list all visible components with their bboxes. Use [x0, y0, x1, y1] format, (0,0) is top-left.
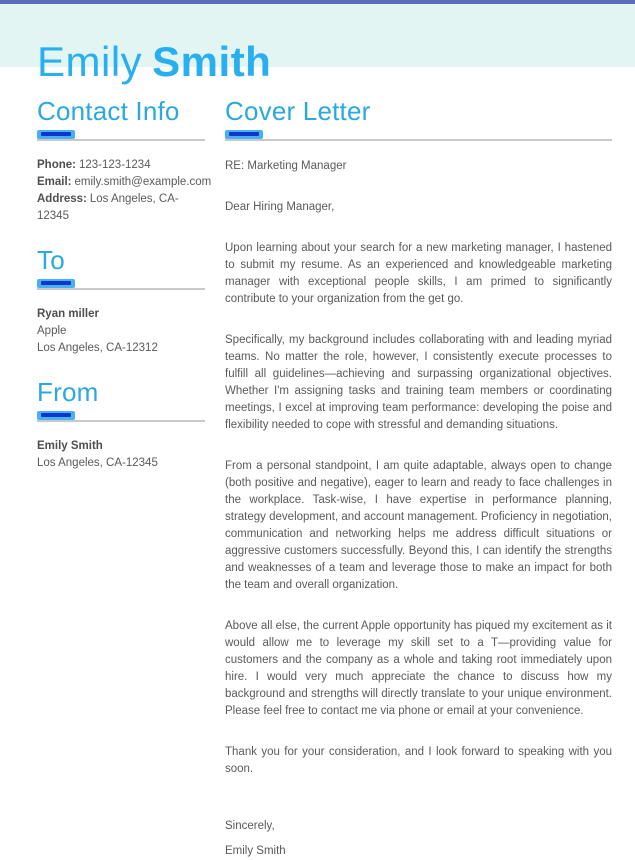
signature-name: Emily Smith	[225, 845, 286, 857]
letter-paragraph-3: From a personal standpoint, I am quite adaptable, always open to change (both positive and negative), eager to learn and ready to face challenges in the workplace. Task-wise, I have expertise in performance planning, strategy development, and account management. Proficiency in negotiation, communication and networking helps me address difficult situations or aggressive customers successfully. Beyond this, I can identify the strengths and weaknesses of a team and leverage those to make an impact for both the team and overall organization.	[225, 460, 612, 591]
divider-accent-bar	[41, 413, 71, 417]
salutation: Dear Hiring Manager,	[225, 201, 335, 213]
closing-line: Sincerely,	[225, 820, 275, 832]
candidate-last-name: Smith	[152, 38, 272, 85]
phone-value: 123-123-1234	[78, 159, 151, 171]
section-divider	[225, 130, 612, 141]
divider-accent-bar	[229, 132, 259, 136]
letter-paragraph-1: Upon learning about your search for a new marketing manager, I hastened to submit my resume. As an experienced and knowledgeable marketing manager with exceptional people skills, I am primed to significantly contribute to your organization from the get go.	[225, 242, 612, 305]
contact-email-row	[37, 174, 212, 191]
cover-letter-title: Cover Letter	[225, 96, 371, 126]
from-title: From	[37, 377, 99, 407]
contact-phone-row	[37, 157, 205, 174]
section-divider	[37, 130, 205, 141]
contact-address-row	[37, 191, 205, 225]
phone-label: Phone:	[37, 159, 76, 171]
re-line: RE: Marketing Manager	[225, 160, 347, 172]
from-section	[37, 377, 205, 472]
contact-info-title: Contact Info	[37, 96, 180, 126]
letter-paragraph-4: Above all else, the current Apple opportunity has piqued my excitement as it would allow me to leverage my skill set to a T—providing value for customers and the company as a whole and taking root immediately upon hire. I would very much appreciate the chance to discuss how my background and strengths will directly translate to your unique environment. Please feel free to contact me via phone or email at your convenience.	[225, 620, 612, 717]
to-section	[37, 245, 205, 357]
sender-address: Los Angeles, CA-12345	[37, 457, 158, 469]
divider-line	[37, 288, 205, 290]
recipient-company: Apple	[37, 325, 67, 337]
page-header	[0, 0, 635, 88]
letter-body	[225, 158, 612, 860]
email-value: emily.smith@example.com	[74, 176, 212, 188]
letter-paragraph-thanks: Thank you for your consideration, and I look forward to speaking with you soon.	[225, 746, 612, 775]
email-label: Email:	[37, 176, 72, 188]
from-address-block	[37, 438, 205, 472]
to-title: To	[37, 245, 65, 275]
page-content	[0, 88, 635, 860]
recipient-name: Ryan miller	[37, 308, 99, 320]
sender-name: Emily Smith	[37, 440, 103, 452]
divider-accent-bar	[41, 132, 71, 136]
divider-accent-bar	[41, 281, 71, 285]
divider-line	[37, 420, 205, 422]
contact-info-list	[37, 157, 212, 225]
candidate-first-name: Emily	[37, 38, 143, 85]
divider-line	[37, 139, 205, 141]
divider-line	[225, 139, 612, 141]
section-divider	[37, 411, 205, 422]
contact-info-section	[37, 96, 212, 225]
section-divider	[37, 279, 205, 290]
candidate-name	[37, 40, 271, 84]
divider-accent	[37, 411, 75, 420]
letter-column	[225, 96, 612, 860]
address-value: Los Angeles, CA-12345	[37, 193, 179, 222]
address-label: Address:	[37, 193, 87, 205]
letter-paragraph-2: Specifically, my background includes collaborating with and leading myriad teams. No matter the role, however, I consistently execute processes to fulfill all guidelines—achieving and surpassing organizational objectives. Whether I'm assigning tasks and training team members or coordinating meetings, I excel at improving team performance: developing the poise and flexibility needed to cope with stressful and demanding situations.	[225, 334, 612, 431]
divider-accent	[225, 130, 263, 139]
recipient-address: Los Angeles, CA-12312	[37, 342, 158, 354]
divider-accent	[37, 130, 75, 139]
sidebar	[37, 96, 212, 860]
to-address-block	[37, 306, 205, 357]
divider-accent	[37, 279, 75, 288]
